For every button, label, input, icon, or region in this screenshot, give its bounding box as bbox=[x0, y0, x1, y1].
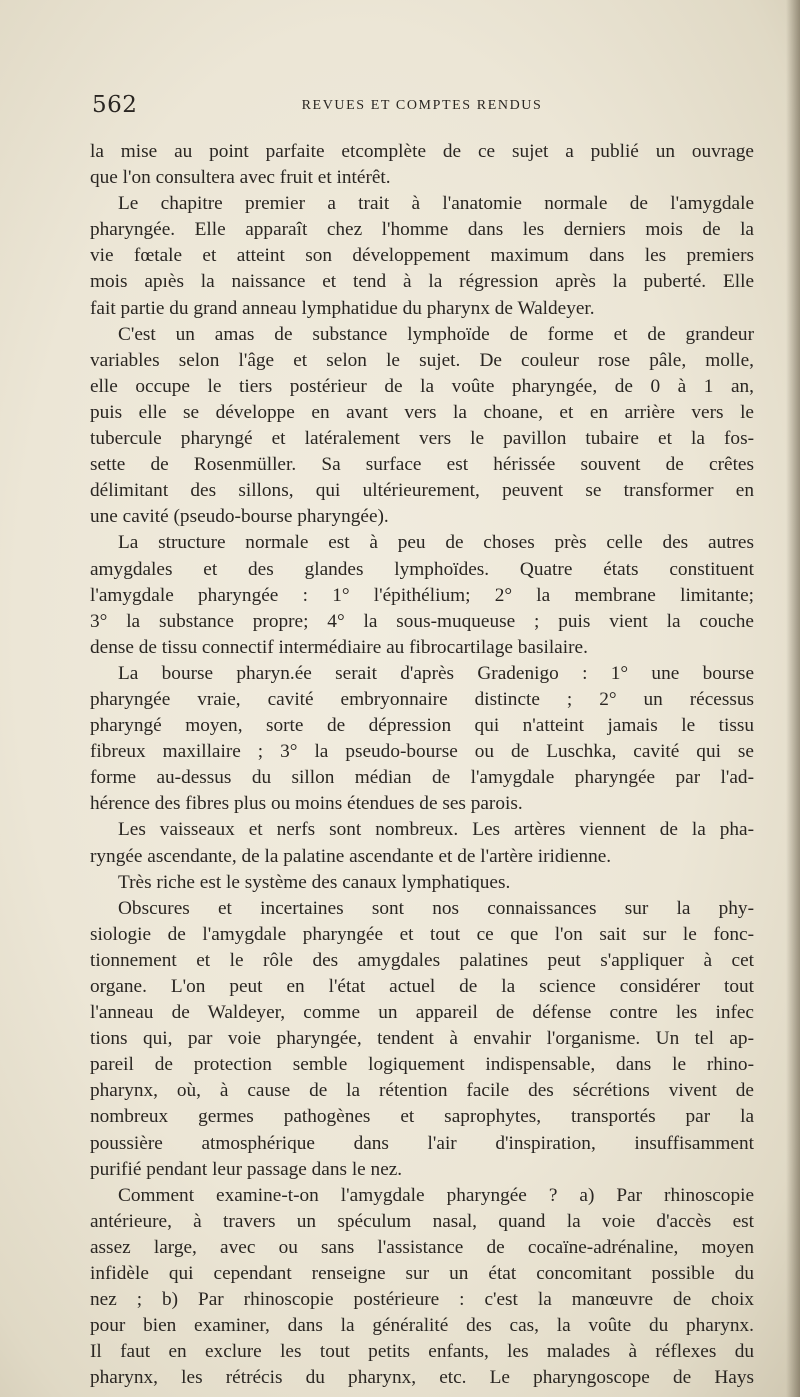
text-line: Les vaisseaux et nerfs sont nombreux. Les artères viennent de la pha- bbox=[118, 819, 754, 841]
text-line: nez ; b) Par rhinoscopie postérieure : c'est la manœuvre de choix bbox=[90, 1289, 754, 1311]
page-edge-shadow bbox=[786, 0, 800, 1397]
text-line: une cavité (pseudo-bourse pharyngée). bbox=[90, 506, 389, 528]
text-line: Le chapitre premier a trait à l'anatomie normale de l'amygdale bbox=[118, 193, 754, 215]
text-line: mois apıès la naissance et tend à la régression après la puberté. Elle bbox=[90, 271, 754, 293]
text-line: La structure normale est à peu de choses près celle des autres bbox=[118, 532, 754, 554]
text-line: assez large, avec ou sans l'assistance de cocaïne-adrénaline, moyen bbox=[90, 1236, 754, 1258]
text-line: pharynx, les rétrécis du pharynx, etc. Le pharyngoscope de Hays bbox=[90, 1367, 754, 1389]
text-line: amygdales et des glandes lymphoïdes. Quatre états constituent bbox=[90, 558, 754, 580]
text-line: puis elle se développe en avant vers la choane, et en arrière vers le bbox=[90, 401, 754, 423]
text-line: pharyngé moyen, sorte de dépression qui n'atteint jamais le tissu bbox=[90, 715, 754, 737]
text-line: tubercule pharyngé et latéralement vers le pavillon tubaire et la fos- bbox=[90, 428, 754, 450]
text-line: infidèle qui cependant renseigne sur un état concomitant possible du bbox=[90, 1263, 754, 1285]
text-line: pharynx, où, à cause de la rétention facile des sécrétions vivent de bbox=[90, 1080, 754, 1102]
text-line: purifié pendant leur passage dans le nez. bbox=[90, 1158, 403, 1180]
body-text bbox=[90, 139, 754, 1392]
text-line: que l'on consultera avec fruit et intérêt. bbox=[90, 167, 391, 189]
text-line: ryngée ascendante, de la palatine ascendante et de l'artère iridienne. bbox=[90, 845, 612, 867]
text-line: pour bien examiner, dans la généralité des cas, la voûte du pharynx. bbox=[90, 1315, 754, 1337]
text-line: 3° la substance propre; 4° la sous-muqueuse ; puis vient la couche bbox=[90, 610, 754, 632]
text-line: l'amygdale pharyngée : 1° l'épithélium; 2° la membrane limitante; bbox=[90, 584, 754, 606]
text-line: Comment examine-t-on l'amygdale pharyngée ? a) Par rhinoscopie bbox=[118, 1184, 754, 1206]
text-line: C'est un amas de substance lymphoïde de forme et de grandeur bbox=[118, 323, 754, 345]
running-head: REVUES ET COMPTES RENDUS bbox=[301, 98, 543, 113]
text-line: pharyngée vraie, cavité embryonnaire distincte ; 2° un récessus bbox=[90, 688, 754, 710]
text-line: fibreux maxillaire ; 3° la pseudo-bourse ou de Luschka, cavité qui se bbox=[90, 741, 754, 763]
text-line: poussière atmosphérique dans l'air d'inspiration, insuffisamment bbox=[90, 1132, 754, 1154]
text-line: délimitant des sillons, qui ultérieurement, peuvent se transformer en bbox=[90, 480, 754, 502]
text-line: forme au-dessus du sillon médian de l'amygdale pharyngée par l'ad- bbox=[90, 767, 754, 789]
page-number: 562 bbox=[92, 92, 138, 118]
text-line: siologie de l'amygdale pharyngée et tout ce que l'on sait sur le fonc- bbox=[90, 923, 754, 945]
text-line: la mise au point parfaite etcomplète de ce sujet a publié un ouvrage bbox=[90, 141, 754, 162]
text-line: Obscures et incertaines sont nos connaissances sur la phy- bbox=[118, 897, 754, 919]
text-line: sette de Rosenmüller. Sa surface est hérissée souvent de crêtes bbox=[90, 454, 754, 476]
text-line: antérieure, à travers un spéculum nasal, quand la voie d'accès est bbox=[90, 1210, 754, 1232]
text-line: variables selon l'âge et selon le sujet. De couleur rose pâle, molle, bbox=[90, 349, 754, 371]
text-line: pharyngée. Elle apparaît chez l'homme dans les derniers mois de la bbox=[90, 219, 754, 241]
text-line: organe. L'on peut en l'état actuel de la science considérer tout bbox=[90, 976, 754, 997]
text-line: vie fœtale et atteint son développement maximum dans les premiers bbox=[90, 245, 754, 267]
text-line: fait partie du grand anneau lymphatidue du pharynx de Waldeyer. bbox=[90, 297, 595, 319]
text-line: pareil de protection semble logiquement indispensable, dans le rhino- bbox=[90, 1054, 754, 1076]
text-line: Très riche est le système des canaux lymphatiques. bbox=[118, 871, 511, 893]
text-line: Il faut en exclure les tout petits enfants, les malades à réflexes du bbox=[90, 1341, 754, 1363]
text-line: nombreux germes pathogènes et saprophytes, transportés par la bbox=[90, 1106, 754, 1128]
text-line: dense de tissu connectif intermédiaire au fibrocartilage basilaire. bbox=[90, 636, 588, 658]
text-line: tionnement et le rôle des amygdales palatines peut s'appliquer à cet bbox=[90, 949, 754, 971]
text-line: La bourse pharyn.ée serait d'après Gradenigo : 1° une bourse bbox=[118, 662, 754, 684]
text-line: l'anneau de Waldeyer, comme un appareil de défense contre les infec bbox=[90, 1002, 754, 1024]
text-line: elle occupe le tiers postérieur de la voûte pharyngée, de 0 à 1 an, bbox=[90, 375, 754, 397]
text-line: hérence des fibres plus ou moins étendues de ses parois. bbox=[90, 793, 523, 815]
text-line: tions qui, par voie pharyngée, tendent à envahir l'organisme. Un tel ap- bbox=[90, 1028, 754, 1050]
page-header bbox=[92, 92, 752, 122]
